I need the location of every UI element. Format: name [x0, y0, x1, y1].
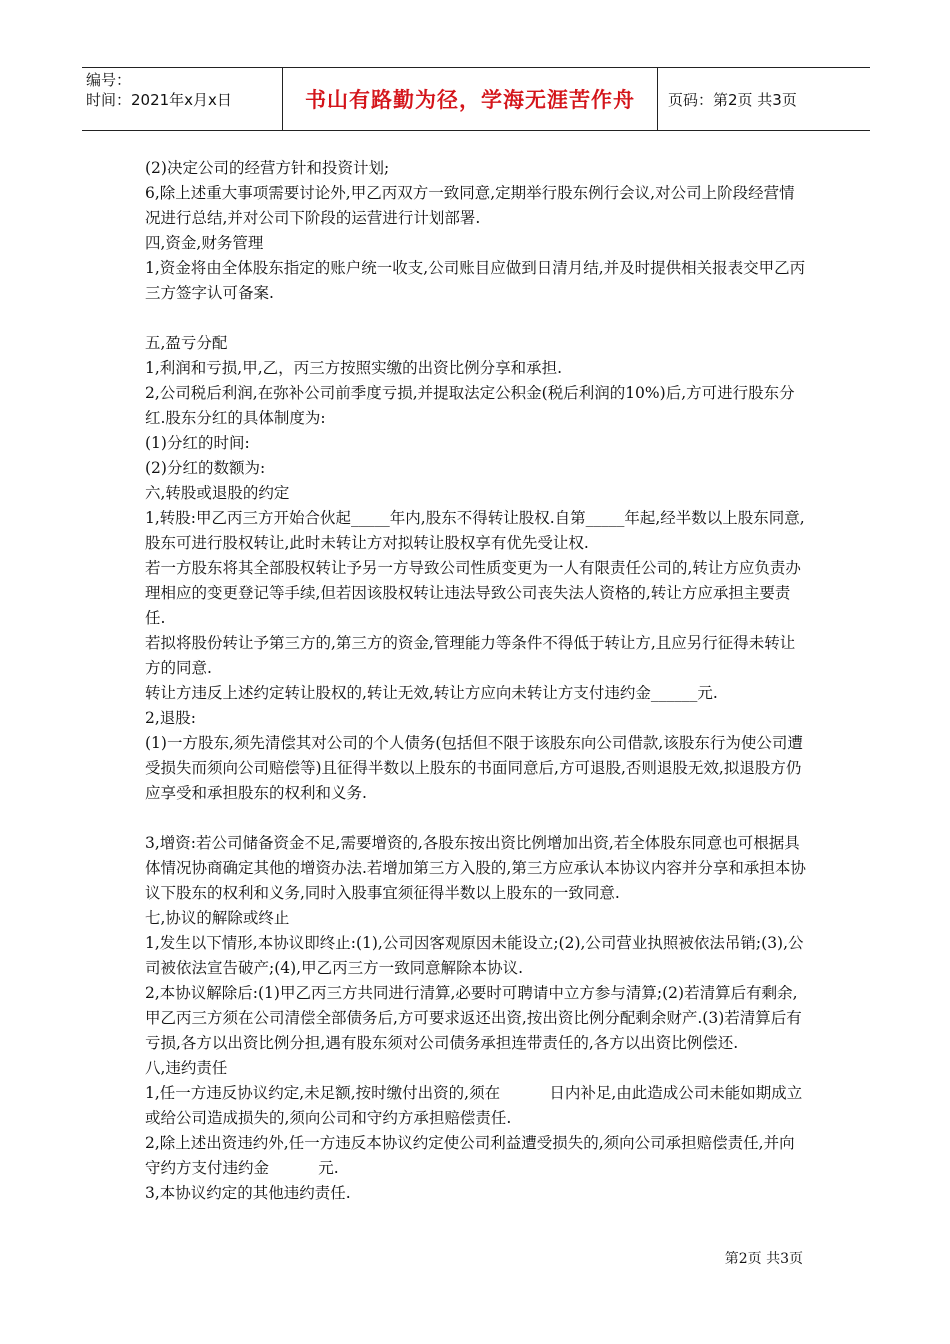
paragraph: 2,公司税后利润,在弥补公司前季度亏损,并提取法定公积金(税后利润的10%)后,方可进行股东分红.股东分红的具体制度为:	[145, 384, 795, 427]
header-page-cell	[658, 68, 870, 130]
section-heading: 八,违约责任	[145, 1059, 228, 1077]
paragraph: (2)分红的数额为:	[145, 459, 266, 477]
motto: 书山有路勤为径，学海无涯苦作舟	[305, 88, 635, 112]
page-label: 页码：第2页 共3页	[668, 90, 797, 109]
paragraph: 若一方股东将其全部股权转让予另一方导致公司性质变更为一人有限责任公司的,转让方应负责办理相应的变更登记等手续,但若因该股权转让违法导致公司丧失法人资格的,转让方应承担主要责任.	[145, 559, 801, 627]
paragraph: 若拟将股份转让予第三方的,第三方的资金,管理能力等条件不得低于转让方,且应另行征得未转让方的同意.	[145, 634, 796, 677]
paragraph: 转让方违反上述约定转让股权的,转让无效,转让方应向未转让方支付违约金______元.	[145, 684, 718, 702]
page-footer: 第2页 共3页	[724, 1251, 803, 1267]
document-header	[82, 67, 870, 131]
header-motto-cell	[282, 68, 658, 130]
paragraph: 1,发生以下情形,本协议即终止:(1),公司因客观原因未能设立;(2),公司营业执照被依法吊销;(3),公司被依法宣告破产;(4),甲乙丙三方一致同意解除本协议.	[145, 934, 804, 977]
paragraph: 1,转股:甲乙丙三方开始合伙起_____年内,股东不得转让股权.自第_____年起,经半数以上股东同意,股东可进行股权转让,此时未转让方对拟转让股权享有优先受让权.	[145, 509, 805, 552]
paragraph: 1,资金将由全体股东指定的账户统一收支,公司账目应做到日清月结,并及时提供相关报表交甲乙丙三方签字认可备案.	[145, 259, 806, 302]
paragraph: (2)决定公司的经营方针和投资计划;	[145, 159, 390, 177]
paragraph: 1,利润和亏损,甲,乙，丙三方按照实缴的出资比例分享和承担.	[145, 359, 563, 377]
document-body	[145, 156, 807, 1206]
paragraph: 2,本协议解除后:(1)甲乙丙三方共同进行清算,必要时可聘请中立方参与清算;(2)若清算后有剩余,甲乙丙三方须在公司清偿全部债务后,方可要求返还出资,按出资比例分配剩余财产.(3)若清算后有亏损,各方以出资比例分担,遇有股东须对公司债务承担连带责任的,各方以出资比例偿还.	[145, 984, 802, 1052]
paragraph: 6,除上述重大事项需要讨论外,甲乙丙双方一致同意,定期举行股东例行会议,对公司上阶段经营情况进行总结,并对公司下阶段的运营进行计划部署.	[145, 184, 795, 227]
paragraph: 2,除上述出资违约外,任一方违反本协议约定使公司利益遭受损失的,须向公司承担赔偿责任,并向守约方支付违约金 元.	[145, 1134, 795, 1177]
paragraph: 3,本协议约定的其他违约责任.	[145, 1184, 351, 1202]
section-heading: 七,协议的解除或终止	[145, 909, 290, 927]
section-heading: 六,转股或退股的约定	[145, 484, 290, 502]
time-label: 时间：2021年x月x日	[86, 91, 232, 109]
header-meta	[82, 68, 282, 130]
number-label: 编号：	[86, 71, 132, 89]
paragraph: (1)分红的时间:	[145, 434, 250, 452]
paragraph: 2,退股:	[145, 709, 197, 727]
paragraph: 1,任一方违反协议约定,未足额,按时缴付出资的,须在 日内补足,由此造成公司未能如期成立或给公司造成损失的,须向公司和守约方承担赔偿责任.	[145, 1084, 803, 1127]
paragraph: (1)一方股东,须先清偿其对公司的个人债务(包括但不限于该股东向公司借款,该股东行为使公司遭受损失而须向公司赔偿等)且征得半数以上股东的书面同意后,方可退股,否则退股无效,拟退股方仍应享受和承担股东的权利和义务.	[145, 734, 803, 802]
paragraph: 3,增资:若公司储备资金不足,需要增资的,各股东按出资比例增加出资,若全体股东同意也可根据具体情况协商确定其他的增资办法.若增加第三方入股的,第三方应承认本协议内容并分享和承担本协议下股东的权利和义务,同时入股事宜须征得半数以上股东的一致同意.	[145, 834, 806, 902]
section-heading: 五,盈亏分配	[145, 334, 228, 352]
section-heading: 四,资金,财务管理	[145, 234, 264, 252]
